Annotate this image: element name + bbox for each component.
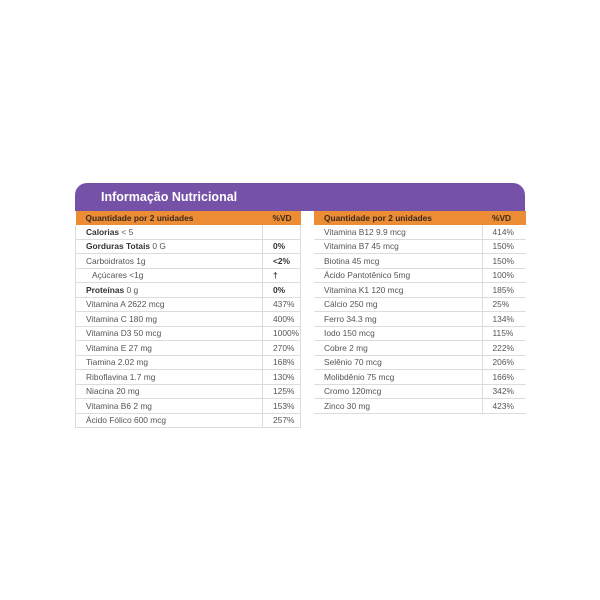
right-col-vd-header: %VD [482, 211, 526, 225]
daily-value: 270% [263, 341, 301, 356]
left-table-header-row [76, 211, 301, 225]
nutrition-panel [75, 183, 525, 428]
daily-value: 423% [482, 399, 526, 414]
right-table-header-row [314, 211, 526, 225]
nutrient-name [76, 268, 263, 283]
nutrient-name [76, 355, 263, 370]
tables-container [75, 211, 525, 428]
table-row [76, 384, 301, 399]
daily-value: 185% [482, 283, 526, 298]
nutrient-name [76, 312, 263, 327]
nutrient-name [76, 413, 263, 428]
left-col-name-header: Quantidade por 2 unidades [76, 211, 263, 225]
nutrient-name [76, 283, 263, 298]
nutrient-name [76, 225, 263, 239]
table-row [76, 239, 301, 254]
daily-value: 153% [263, 399, 301, 414]
nutrient-name [76, 341, 263, 356]
table-row [76, 254, 301, 269]
daily-value: † [263, 268, 301, 283]
right-table-body [314, 225, 526, 413]
nutrient-name [76, 297, 263, 312]
nutrient-amount: Niacina 20 mg [86, 386, 140, 397]
table-row [314, 326, 526, 341]
table-row [314, 225, 526, 239]
daily-value: 125% [263, 384, 301, 399]
daily-value: 134% [482, 312, 526, 327]
table-row [314, 283, 526, 298]
nutrient-name [76, 370, 263, 385]
daily-value: <2% [263, 254, 301, 269]
nutrient-name [76, 254, 263, 269]
right-nutrition-table [314, 211, 526, 414]
nutrient-amount: Vitamina A 2622 mcg [86, 299, 165, 310]
daily-value: 168% [263, 355, 301, 370]
nutrient-name: Vitamina B7 45 mcg [314, 239, 482, 254]
daily-value: 437% [263, 297, 301, 312]
table-row [76, 370, 301, 385]
table-row [314, 268, 526, 283]
nutrient-name: Zinco 30 mg [314, 399, 482, 414]
nutrient-amount: Vitamina B6 2 mg [86, 400, 152, 411]
nutrient-amount: Riboflavina 1.7 mg [86, 371, 156, 382]
table-row [76, 283, 301, 298]
panel-title-text: Informação Nutricional [101, 190, 238, 204]
daily-value: 0% [263, 239, 301, 254]
daily-value: 414% [482, 225, 526, 239]
nutrient-name: Ácido Pantotênico 5mg [314, 268, 482, 283]
table-row [314, 399, 526, 414]
daily-value: 166% [482, 370, 526, 385]
daily-value: 150% [482, 254, 526, 269]
left-col-vd-header: %VD [263, 211, 301, 225]
right-col-name-header: Quantidade por 2 unidades [314, 211, 482, 225]
table-row [76, 297, 301, 312]
panel-title [75, 183, 525, 211]
nutrient-amount: Vitamina D3 50 mcg [86, 328, 162, 339]
table-row [314, 239, 526, 254]
nutrient-name: Vitamina B12 9.9 mcg [314, 225, 482, 239]
nutrient-name [76, 239, 263, 254]
nutrient-name: Cromo 120mcg [314, 384, 482, 399]
nutrient-amount: < 5 [119, 226, 134, 237]
table-row [76, 312, 301, 327]
nutrient-name [76, 326, 263, 341]
table-row [314, 312, 526, 327]
nutrient-amount: 0 G [150, 241, 166, 252]
nutrient-name: Selênio 70 mcg [314, 355, 482, 370]
daily-value: 1000% [263, 326, 301, 341]
table-row [76, 225, 301, 239]
daily-value: 0% [263, 283, 301, 298]
nutrient-amount: Carboidratos 1g [86, 255, 146, 266]
daily-value: 222% [482, 341, 526, 356]
daily-value: 206% [482, 355, 526, 370]
daily-value [263, 225, 301, 239]
table-row [76, 268, 301, 283]
nutrient-name [76, 399, 263, 414]
table-row [314, 384, 526, 399]
nutrient-amount: Vitamina C 180 mg [86, 313, 158, 324]
nutrient-name: Biotina 45 mcg [314, 254, 482, 269]
table-row [314, 254, 526, 269]
table-row [76, 355, 301, 370]
nutrient-name: Cobre 2 mg [314, 341, 482, 356]
nutrient-amount: Ácido Fólico 600 mcg [86, 415, 167, 426]
nutrient-bold-label: Gorduras Totais [86, 241, 151, 252]
table-row [314, 341, 526, 356]
daily-value: 130% [263, 370, 301, 385]
daily-value: 115% [482, 326, 526, 341]
nutrient-amount: 0 g [124, 284, 139, 295]
nutrient-name: Vitamina K1 120 mcg [314, 283, 482, 298]
nutrient-name: Ferro 34.3 mg [314, 312, 482, 327]
nutrient-bold-label: Proteínas [86, 284, 125, 295]
table-row [76, 399, 301, 414]
nutrient-name: Cálcio 250 mg [314, 297, 482, 312]
nutrient-name: Molibdênio 75 mcg [314, 370, 482, 385]
daily-value: 25% [482, 297, 526, 312]
daily-value: 400% [263, 312, 301, 327]
daily-value: 150% [482, 239, 526, 254]
nutrient-name: Iodo 150 mcg [314, 326, 482, 341]
table-row [314, 297, 526, 312]
left-nutrition-table [75, 211, 301, 428]
left-table-body [76, 225, 301, 428]
daily-value: 342% [482, 384, 526, 399]
daily-value: 100% [482, 268, 526, 283]
table-row [76, 413, 301, 428]
table-row [314, 370, 526, 385]
nutrient-name [76, 384, 263, 399]
nutrient-amount: Tiamina 2.02 mg [86, 357, 149, 368]
nutrient-bold-label: Calorias [86, 226, 120, 237]
table-row [314, 355, 526, 370]
table-row [76, 341, 301, 356]
nutrient-amount: Vitamina E 27 mg [86, 342, 152, 353]
nutrient-amount: Açúcares <1g [92, 270, 144, 281]
daily-value: 257% [263, 413, 301, 428]
table-row [76, 326, 301, 341]
